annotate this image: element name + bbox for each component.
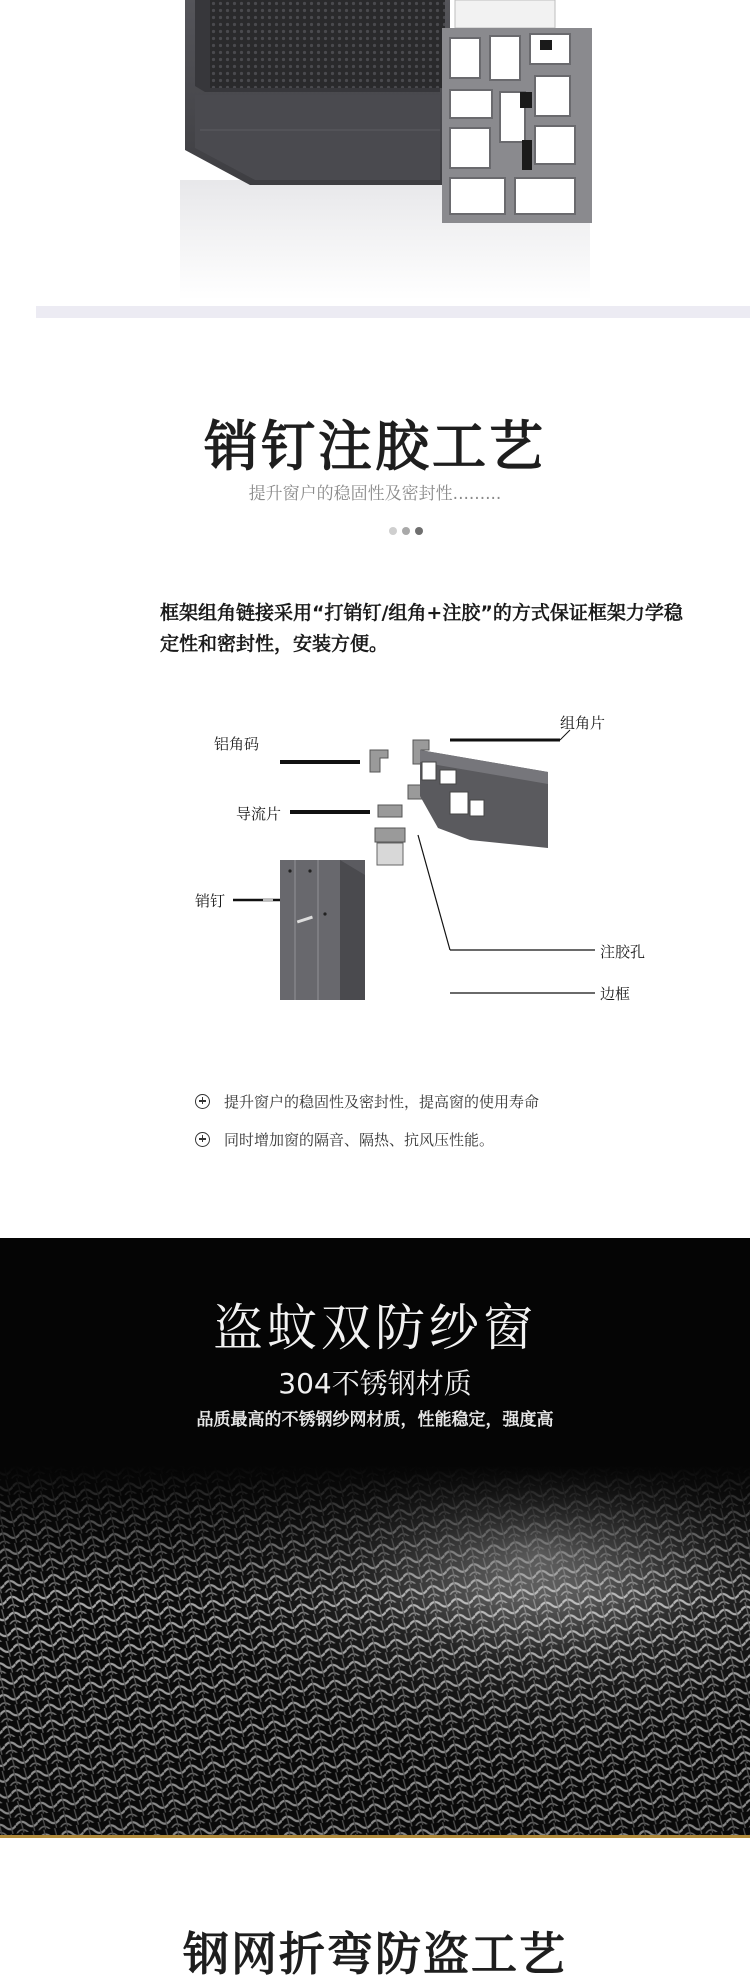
plus-circle-icon xyxy=(195,1132,210,1147)
mesh-subtitle: 304不锈钢材质 xyxy=(278,1367,472,1400)
label-pin: 销钉 xyxy=(195,892,226,910)
plus-circle-icon xyxy=(195,1094,210,1109)
feature-text: 提升窗户的稳固性及密封性，提高窗的使用寿命 xyxy=(224,1092,540,1111)
pin-glue-subtitle: 提升窗户的稳固性及密封性......... xyxy=(248,484,502,504)
gold-divider-line xyxy=(0,1835,750,1838)
carousel-dots xyxy=(389,520,433,534)
label-diversion-piece: 导流片 xyxy=(236,805,282,823)
dot-1 xyxy=(389,527,397,535)
section-divider-band xyxy=(36,306,750,318)
pin-glue-description: 框架组角链接采用“打销钉/组角+注胶”的方式保证框架力学稳定性和密封性，安装方便。 xyxy=(160,602,683,655)
feature-list xyxy=(195,1082,695,1158)
bend-title: 钢网折弯防盗工艺 xyxy=(183,1927,567,1978)
mesh-title: 盗蚊双防纱窗 xyxy=(213,1299,537,1357)
dot-3 xyxy=(415,527,423,535)
corner-joint-diagram xyxy=(150,700,670,1020)
feature-item xyxy=(195,1120,695,1158)
feature-text: 同时增加窗的隔音、隔热、抗风压性能。 xyxy=(224,1130,495,1149)
window-profile-section xyxy=(0,0,750,320)
feature-item xyxy=(195,1082,695,1120)
window-profile-image xyxy=(0,0,750,320)
pin-glue-title: 销钉注胶工艺 xyxy=(204,415,546,478)
mesh-banner xyxy=(0,1238,750,1838)
label-corner-code: 铝角码 xyxy=(214,735,260,753)
label-frame: 边框 xyxy=(600,985,631,1003)
label-corner-piece: 组角片 xyxy=(560,714,606,732)
dot-2 xyxy=(402,527,410,535)
mesh-description: 品质最高的不锈钢纱网材质，性能稳定，强度高 xyxy=(196,1410,554,1430)
label-glue-hole: 注胶孔 xyxy=(600,943,646,961)
